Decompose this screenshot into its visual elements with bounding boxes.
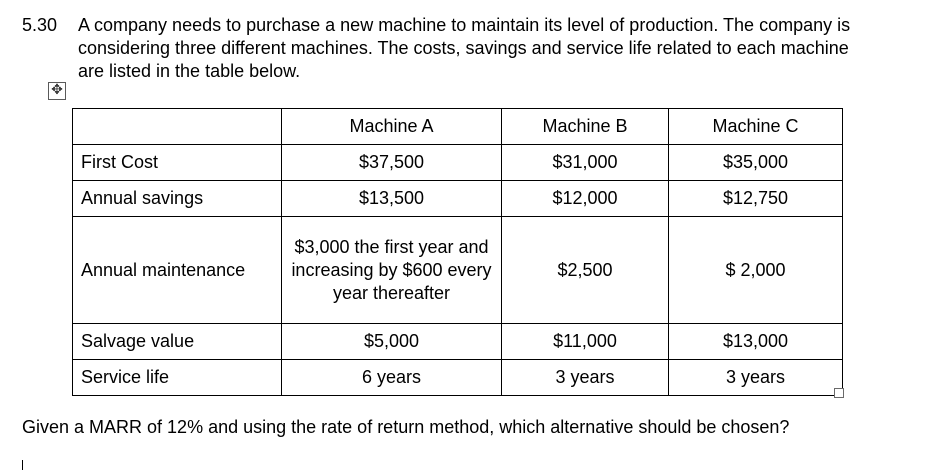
table-row xyxy=(73,145,843,181)
problem-number: 5.30 xyxy=(22,15,58,35)
table-row xyxy=(73,217,843,324)
table-row xyxy=(73,360,843,396)
row-label: Service life xyxy=(73,360,282,396)
cell-machine-b: $2,500 xyxy=(502,217,669,324)
problem-text: A company needs to purchase a new machine to maintain its level of production. The company is considering three different machines. The costs, savings and service life related to each machine are listed in the table below. xyxy=(78,15,851,81)
table-row xyxy=(73,324,843,360)
cell-machine-c: $12,750 xyxy=(669,181,843,217)
cell-machine-a: $3,000 the first year and increasing by $600 every year thereafter xyxy=(282,217,502,324)
row-label: First Cost xyxy=(73,145,282,181)
cell-machine-a: 6 years xyxy=(282,360,502,396)
header-machine-b: Machine B xyxy=(502,109,669,145)
table-header-row xyxy=(73,109,843,145)
table-row xyxy=(73,181,843,217)
cell-machine-c: 3 years xyxy=(669,360,843,396)
cell-machine-b: $12,000 xyxy=(502,181,669,217)
header-machine-a: Machine A xyxy=(282,109,502,145)
cell-machine-c: $13,000 xyxy=(669,324,843,360)
row-label: Annual maintenance xyxy=(73,217,282,324)
cell-machine-c: $35,000 xyxy=(669,145,843,181)
header-machine-c: Machine C xyxy=(669,109,843,145)
cell-machine-b: $31,000 xyxy=(502,145,669,181)
cell-machine-a: $37,500 xyxy=(282,145,502,181)
move-arrows-icon[interactable]: ✥ xyxy=(48,82,66,100)
resize-handle-icon[interactable] xyxy=(834,388,844,398)
text-cursor xyxy=(22,460,23,470)
cell-machine-b: $11,000 xyxy=(502,324,669,360)
header-empty-cell xyxy=(73,109,282,145)
cell-machine-a: $13,500 xyxy=(282,181,502,217)
cell-machine-a: $5,000 xyxy=(282,324,502,360)
cell-machine-c: $ 2,000 xyxy=(669,217,843,324)
cell-machine-b: 3 years xyxy=(502,360,669,396)
machine-comparison-table xyxy=(72,108,843,396)
row-label: Salvage value xyxy=(73,324,282,360)
row-label: Annual savings xyxy=(73,181,282,217)
question-text: Given a MARR of 12% and using the rate of return method, which alternative should be chosen? xyxy=(22,417,790,437)
